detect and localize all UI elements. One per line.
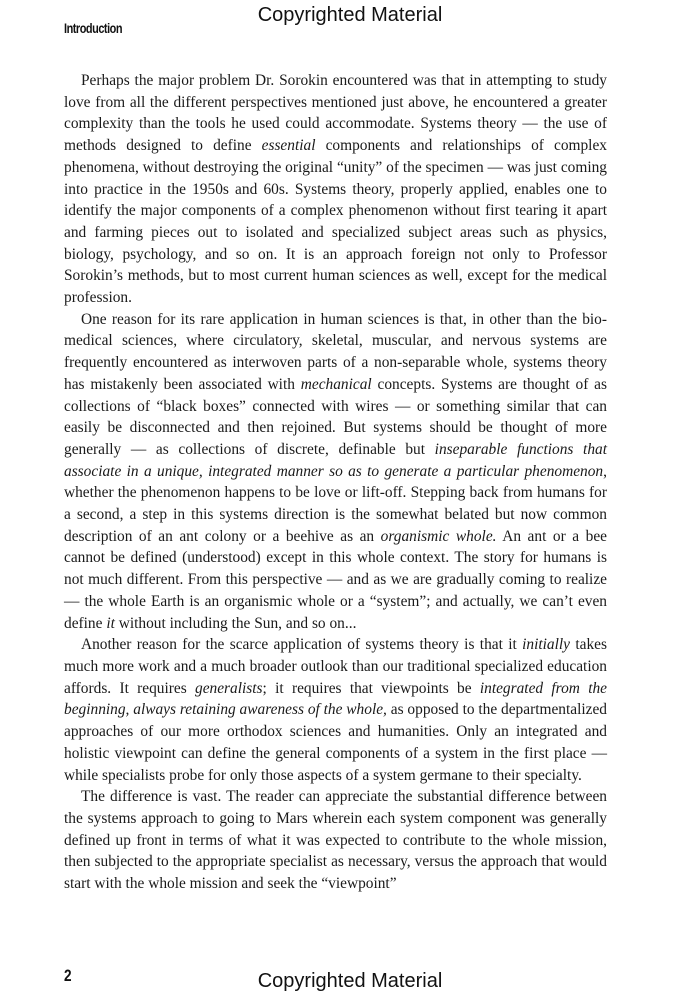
- text-run: as opposed to the departmentalized approaches of our more orthodox sciences and humanities. Only an integrated and holistic viewpoint can define the general components of a system in the first place — while specialists probe for only those aspects of a system germane to their specialty.: [64, 701, 608, 784]
- italic-text: integrated from the beginning, always retaining awareness of the whole,: [64, 679, 607, 719]
- text-run: components and relationships of complex phenomena, without destroying the original “unity” of the specimen — was just coming into practice in the 1950s and 60s. Systems theory, properly applied, enables one to identify the major components of a complex phenomenon without first tearing it apart and farming pieces out to isolated and specialized subject areas such as physics, biology, psychology, and so on. It is an approach foreign not only to Professor Sorokin’s methods, but to most current human sciences as well, except for the medical profession.: [64, 137, 607, 307]
- text-run: An ant or a bee cannot be defined (understood) except in this whole context. The story for humans is not much different. From this perspective — and as we are gradually coming to realize — the whole Earth is an organismic whole or a “system”; and actually, we can’t even define: [64, 527, 607, 632]
- text-run: concepts. Systems are thought of as collections of “black boxes” connected with wires — or something similar that can easily be disconnected and then rejoined. But systems should be thought of more generally — as collections of discrete, definable but: [64, 375, 607, 458]
- page-number: 2: [64, 966, 72, 985]
- text-run: Another reason for the scarce application of systems theory is that it: [81, 636, 523, 654]
- body-text: [64, 70, 607, 895]
- copyright-watermark-bottom: Copyrighted Material: [257, 970, 443, 992]
- text-run: without including the Sun, and so on...: [114, 614, 357, 632]
- paragraph: [64, 634, 607, 786]
- running-head: Introduction: [64, 20, 123, 36]
- italic-text: generalists: [195, 679, 263, 697]
- paragraph: [64, 70, 607, 309]
- italic-text: initially: [522, 636, 571, 654]
- italic-text: mechanical: [300, 375, 372, 393]
- text-run: The difference is vast. The reader can appreciate the substantial difference between the systems approach to going to Mars wherein each system component was generally defined up front in terms of what it was expected to contribute to the whole mission, then subjected to the appropriate specialist as necessary, versus the approach that would start with the whole mission and seek the “viewpoint”: [64, 788, 607, 893]
- italic-text: inseparable functions that associate in a unique, integrated manner so as to generate a particular phenomenon: [64, 440, 607, 480]
- text-run: One reason for its rare application in human sciences is that, in other than the bio-medical sciences, where circulatory, skeletal, muscular, and nervous systems are frequently encountered as interwoven parts of a non-separable whole, systems theory has mistakenly been associated with: [64, 310, 607, 393]
- italic-text: essential: [261, 137, 316, 155]
- text-run: ; it requires that viewpoints be: [262, 679, 480, 697]
- copyright-watermark-top: Copyrighted Material: [257, 4, 443, 26]
- paragraph: [64, 786, 607, 895]
- italic-text: organismic whole.: [380, 527, 497, 545]
- text-run: , whether the phenomenon happens to be love or lift-off. Stepping back from humans for a second, a step in this systems direction is the somewhat belated but now common description of an ant colony or a beehive as an: [64, 462, 607, 545]
- italic-text: it: [106, 614, 115, 632]
- paragraph: [64, 309, 607, 635]
- text-run: Perhaps the major problem Dr. Sorokin encountered was that in attempting to study love from all the different perspectives mentioned just above, he encountered a greater complexity than the tools he used could accommodate. Systems theory — the use of methods designed to define: [64, 72, 607, 155]
- text-run: takes much more work and a much broader outlook than our traditional specialized education affords. It requires: [64, 636, 607, 697]
